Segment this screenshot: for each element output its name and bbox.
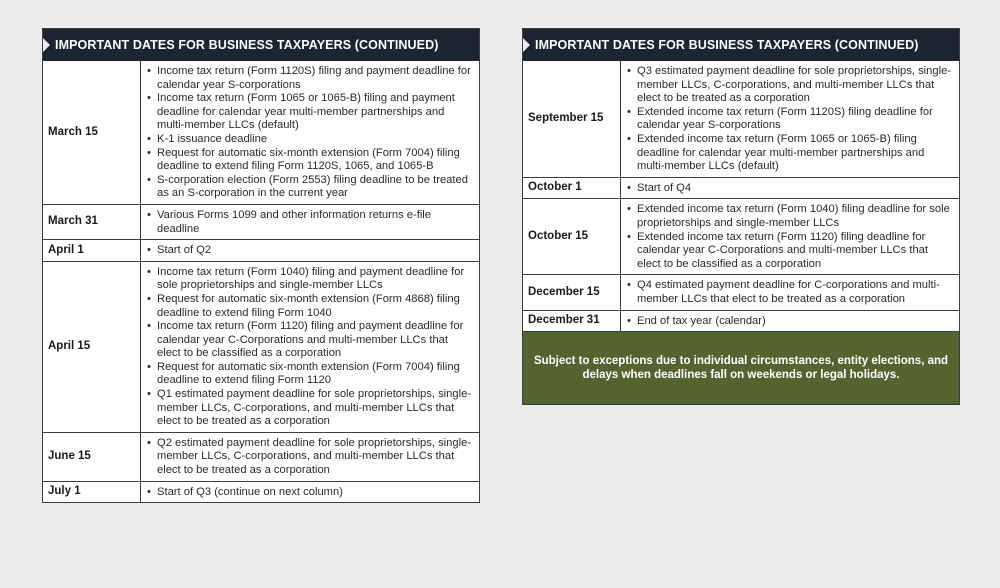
deadline-item: • Start of Q2	[147, 244, 473, 258]
date-description	[141, 481, 480, 502]
date-row	[43, 204, 479, 239]
right-dates-table	[523, 61, 959, 331]
date-label: December 31	[523, 310, 621, 331]
date-description	[141, 61, 480, 204]
date-row	[43, 61, 479, 204]
date-row	[43, 432, 479, 481]
date-label: October 1	[523, 177, 621, 199]
deadline-item: • Request for automatic six-month extension (Form 4868) filing deadline to extend filing Form 1040	[147, 293, 473, 320]
date-row	[523, 275, 959, 310]
date-description	[141, 432, 480, 481]
deadline-item: • S-corporation election (Form 2553) filing deadline to be treated as an S-corporation in the current year	[147, 174, 473, 201]
deadline-list	[627, 315, 953, 329]
right-panel-header: IMPORTANT DATES FOR BUSINESS TAXPAYERS (CONTINUED)	[523, 29, 959, 61]
date-description	[621, 199, 960, 275]
date-label: March 15	[43, 61, 141, 204]
date-label: July 1	[43, 481, 141, 502]
deadline-list	[147, 266, 473, 429]
deadline-item: • End of tax year (calendar)	[627, 315, 953, 329]
deadline-item: • Extended income tax return (Form 1120) filing deadline for calendar year C-Corporations and multi-member LLCs that elect to be classified as a corporation	[627, 231, 953, 272]
deadline-item: • K-1 issuance deadline	[147, 133, 473, 147]
date-label: September 15	[523, 61, 621, 177]
date-label: March 31	[43, 204, 141, 239]
deadline-list	[627, 279, 953, 306]
date-description	[141, 240, 480, 262]
date-label: December 15	[523, 275, 621, 310]
date-row	[523, 61, 959, 177]
deadline-item: • Extended income tax return (Form 1040) filing deadline for sole proprietorships and single-member LLCs	[627, 203, 953, 230]
date-description	[621, 61, 960, 177]
left-dates-table-body	[43, 61, 479, 502]
date-label: June 15	[43, 432, 141, 481]
deadline-item: • Q3 estimated payment deadline for sole proprietorships, single-member LLCs, C-corporations, and multi-member LLCs that elect to be treated as a corporation	[627, 65, 953, 106]
exceptions-note: Subject to exceptions due to individual circumstances, entity elections, and delays when deadlines fall on weekends or legal holidays.	[523, 331, 959, 404]
deadline-item: • Q4 estimated payment deadline for C-corporations and multi-member LLCs that elect to be treated as a corporation	[627, 279, 953, 306]
deadline-list	[627, 203, 953, 271]
deadline-item: • Income tax return (Form 1065 or 1065-B) filing and payment deadline for calendar year multi-member partnerships and multi-member LLCs (default)	[147, 92, 473, 133]
deadline-list	[147, 437, 473, 478]
date-row	[43, 261, 479, 432]
date-row	[43, 240, 479, 262]
deadline-item: • Extended income tax return (Form 1065 or 1065-B) filing deadline for calendar year multi-member partnerships and multi-member LLCs (default)	[627, 133, 953, 174]
deadline-item: • Extended income tax return (Form 1120S) filing deadline for calendar year S-corporations	[627, 106, 953, 133]
right-dates-table-body	[523, 61, 959, 331]
date-row	[523, 310, 959, 331]
date-label: April 1	[43, 240, 141, 262]
date-label: April 15	[43, 261, 141, 432]
deadline-item: • Request for automatic six-month extension (Form 7004) filing deadline to extend filing Form 1120S, 1065, and 1065-B	[147, 147, 473, 174]
deadline-item: • Q1 estimated payment deadline for sole proprietorships, single-member LLCs, C-corporations, and multi-member LLCs that elect to be treated as a corporation	[147, 388, 473, 429]
deadline-list	[147, 244, 473, 258]
deadline-item: • Income tax return (Form 1120) filing and payment deadline for calendar year C-Corporations and multi-member LLCs that elect to be classified as a corporation	[147, 320, 473, 361]
deadline-list	[627, 65, 953, 174]
deadline-item: • Start of Q4	[627, 182, 953, 196]
deadline-list	[627, 182, 953, 196]
left-dates-panel	[42, 28, 480, 503]
left-dates-table	[43, 61, 479, 502]
date-row	[523, 177, 959, 199]
date-description	[141, 261, 480, 432]
deadline-list	[147, 65, 473, 201]
deadline-item: • Start of Q3 (continue on next column)	[147, 486, 473, 500]
deadline-list	[147, 486, 473, 500]
date-row	[523, 199, 959, 275]
deadline-item: • Various Forms 1099 and other information returns e-file deadline	[147, 209, 473, 236]
date-description	[621, 275, 960, 310]
right-dates-panel	[522, 28, 960, 405]
date-description	[621, 177, 960, 199]
deadline-item: • Income tax return (Form 1040) filing and payment deadline for sole proprietorships and single-member LLCs	[147, 266, 473, 293]
deadline-item: • Income tax return (Form 1120S) filing and payment deadline for calendar year S-corporations	[147, 65, 473, 92]
date-description	[141, 204, 480, 239]
date-description	[621, 310, 960, 331]
date-row	[43, 481, 479, 502]
left-panel-header: IMPORTANT DATES FOR BUSINESS TAXPAYERS (CONTINUED)	[43, 29, 479, 61]
date-label: October 15	[523, 199, 621, 275]
deadline-item: • Q2 estimated payment deadline for sole proprietorships, single-member LLCs, C-corporations, and multi-member LLCs that elect to be treated as a corporation	[147, 437, 473, 478]
deadline-item: • Request for automatic six-month extension (Form 7004) filing deadline to extend filing Form 1120	[147, 361, 473, 388]
deadline-list	[147, 209, 473, 236]
